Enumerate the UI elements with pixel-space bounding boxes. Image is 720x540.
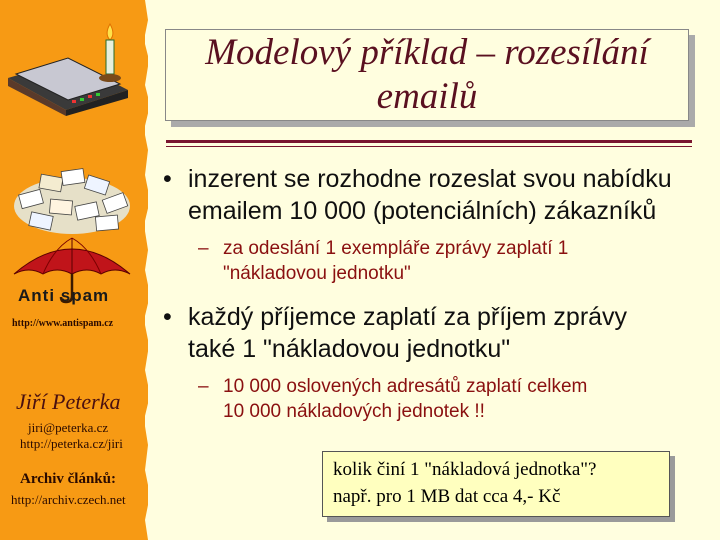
note-line-1: kolik činí 1 "nákladová jednotka"? (333, 459, 597, 480)
sub-bullet-dash: – (198, 376, 209, 397)
sub-bullet-2-line-1: 10 000 oslovených adresátů zaplatí celkem (223, 376, 588, 397)
title-line-1: Modelový příklad – rozesílání (205, 32, 649, 73)
sub-bullet-1 (198, 236, 698, 286)
bullet-2-line-1: každý příjemce zaplatí za příjem zprávy (188, 303, 628, 331)
note-line-2: např. pro 1 MB dat cca 4,- Kč (333, 486, 561, 507)
sub-bullet-2-line-2: 10 000 nákladových jednotek !! (223, 401, 485, 422)
bullet-dot: • (163, 303, 172, 331)
candle-icon (98, 22, 122, 84)
bullet-2 (163, 301, 703, 365)
author-homepage-link[interactable]: http://peterka.cz/jiri (20, 436, 123, 451)
archive-link[interactable]: http://archiv.czech.net (11, 492, 126, 507)
slide-title-box (165, 29, 689, 121)
title-line-2: emailů (376, 76, 478, 117)
title-rule-thin (166, 146, 692, 147)
sub-bullet-1-text (223, 236, 568, 286)
slide-title (205, 31, 649, 119)
sub-bullet-2 (198, 374, 698, 424)
bullet-1-line-2: emailem 10 000 (potenciálních) zákazníků (188, 197, 657, 225)
bullet-2-line-2: také 1 "nákladovou jednotku" (188, 335, 511, 363)
sub-bullet-1-line-1: za odeslání 1 exempláře zprávy zaplatí 1 (223, 238, 569, 259)
title-rule-thick (166, 140, 692, 143)
sub-bullet-dash: – (198, 238, 209, 259)
author-email-link[interactable]: jiri@peterka.cz (28, 420, 109, 435)
author-name: Jiří Peterka (16, 389, 121, 414)
antispam-logo-text: Anti spam (18, 286, 110, 305)
mail-pile-icon (10, 162, 134, 236)
archive-label: Archiv článků: (20, 471, 116, 487)
sub-bullet-2-text (223, 374, 587, 424)
sub-bullet-1-line-2: "nákladovou jednotku" (223, 263, 411, 284)
bullet-1-text (188, 163, 672, 227)
bullet-1 (163, 163, 703, 227)
bullet-2-text (188, 301, 627, 365)
bullet-dot: • (163, 165, 172, 193)
bullet-1-line-1: inzerent se rozhodne rozeslat svou nabídku (188, 165, 672, 193)
antispam-link[interactable]: http://www.antispam.cz (12, 318, 114, 329)
cost-note-box (322, 451, 670, 517)
